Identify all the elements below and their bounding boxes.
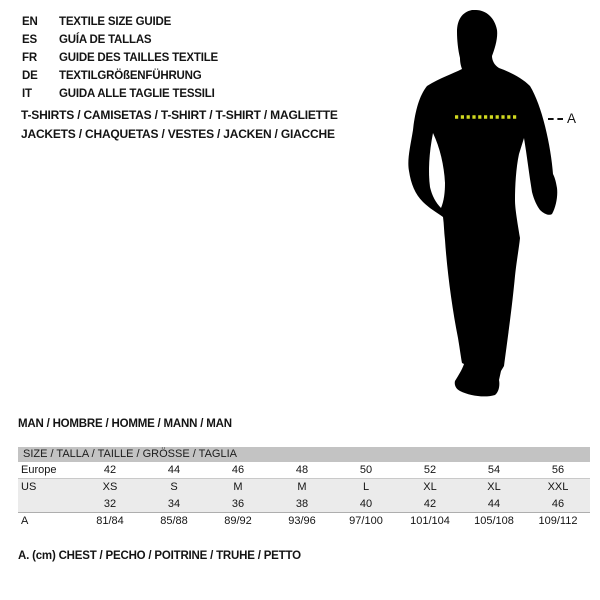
- size-cell: 34: [167, 497, 181, 510]
- size-cell: 50: [359, 464, 373, 476]
- size-cell: 42: [103, 464, 117, 476]
- size-cell: 93/96: [288, 515, 316, 527]
- size-cell: XS: [102, 481, 118, 493]
- language-row: [22, 31, 218, 49]
- size-cell: 89/92: [224, 515, 252, 527]
- language-code: IT: [22, 88, 32, 100]
- size-cell: 44: [167, 464, 181, 476]
- size-cell: 38: [295, 497, 309, 510]
- measure-callout-a: [548, 111, 576, 126]
- size-table: [18, 447, 590, 529]
- size-cell: 32: [103, 497, 117, 510]
- size-cell: 97/100: [349, 515, 383, 527]
- language-code: DE: [22, 70, 38, 82]
- language-row: [22, 49, 218, 67]
- language-label: TEXTILE SIZE GUIDE: [59, 16, 172, 28]
- size-cell: M: [297, 481, 307, 493]
- man-silhouette-image: [400, 8, 585, 400]
- shaded-row-block: [18, 478, 590, 512]
- language-list: [22, 13, 218, 103]
- row-label: US: [21, 481, 37, 493]
- size-cell: 40: [359, 497, 373, 510]
- size-cell: M: [233, 481, 243, 493]
- size-cell: 44: [487, 497, 501, 510]
- size-cell: 46: [551, 497, 565, 510]
- language-label: GUIDE DES TAILLES TEXTILE: [59, 52, 218, 64]
- table-row-us: [18, 479, 590, 495]
- size-cell: 48: [295, 464, 309, 476]
- section-title-man: MAN / HOMBRE / HOMME / MANN / MAN: [18, 418, 232, 430]
- size-cell: XL: [423, 481, 437, 493]
- language-row: [22, 13, 218, 31]
- language-label: TEXTILGRÖßENFÜHRUNG: [59, 70, 202, 82]
- language-code: EN: [22, 16, 38, 28]
- language-row: [22, 67, 218, 85]
- row-label: A: [21, 515, 29, 527]
- language-row: [22, 85, 218, 103]
- size-cell: 105/108: [474, 515, 514, 527]
- size-cell: 85/88: [160, 515, 188, 527]
- size-cell: 56: [551, 464, 565, 476]
- language-label: GUÍA DE TALLAS: [59, 34, 152, 46]
- product-type-tshirts: T-SHIRTS / CAMISETAS / T-SHIRT / T-SHIRT / MAGLIETTE: [21, 108, 338, 122]
- table-row-chest-cm: [18, 512, 590, 529]
- size-cell: S: [170, 481, 178, 493]
- size-cell: 109/112: [538, 515, 578, 527]
- size-cell: L: [362, 481, 370, 493]
- size-cell: XL: [487, 481, 501, 493]
- size-cell: 52: [423, 464, 437, 476]
- man-silhouette-figure: [400, 8, 600, 400]
- product-type-jackets: JACKETS / CHAQUETAS / VESTES / JACKEN / GIACCHE: [21, 126, 335, 141]
- size-cell: 42: [423, 497, 437, 510]
- size-cell: XXL: [547, 481, 569, 493]
- size-cell: 46: [231, 464, 245, 476]
- measure-point-label: A: [567, 111, 577, 126]
- row-label: Europe: [21, 464, 57, 476]
- size-cell: 81/84: [96, 515, 124, 527]
- measure-callout-dashes: [548, 118, 563, 120]
- size-cell: 101/104: [410, 515, 450, 527]
- language-label: GUIDA ALLE TAGLIE TESSILI: [59, 88, 215, 100]
- size-cell: 36: [231, 497, 245, 510]
- table-row-us-numeric: [18, 495, 590, 512]
- measurement-legend: A. (cm) CHEST / PECHO / POITRINE / TRUHE / PETTO: [18, 550, 301, 562]
- table-row-europe: [18, 462, 590, 478]
- man-silhouette-shape: [408, 10, 557, 396]
- language-code: ES: [22, 34, 37, 46]
- size-table-header: SIZE / TALLA / TAILLE / GRÖSSE / TAGLIA: [18, 447, 590, 462]
- language-code: FR: [22, 52, 37, 64]
- product-type-list: [21, 106, 338, 143]
- size-cell: 54: [487, 464, 501, 476]
